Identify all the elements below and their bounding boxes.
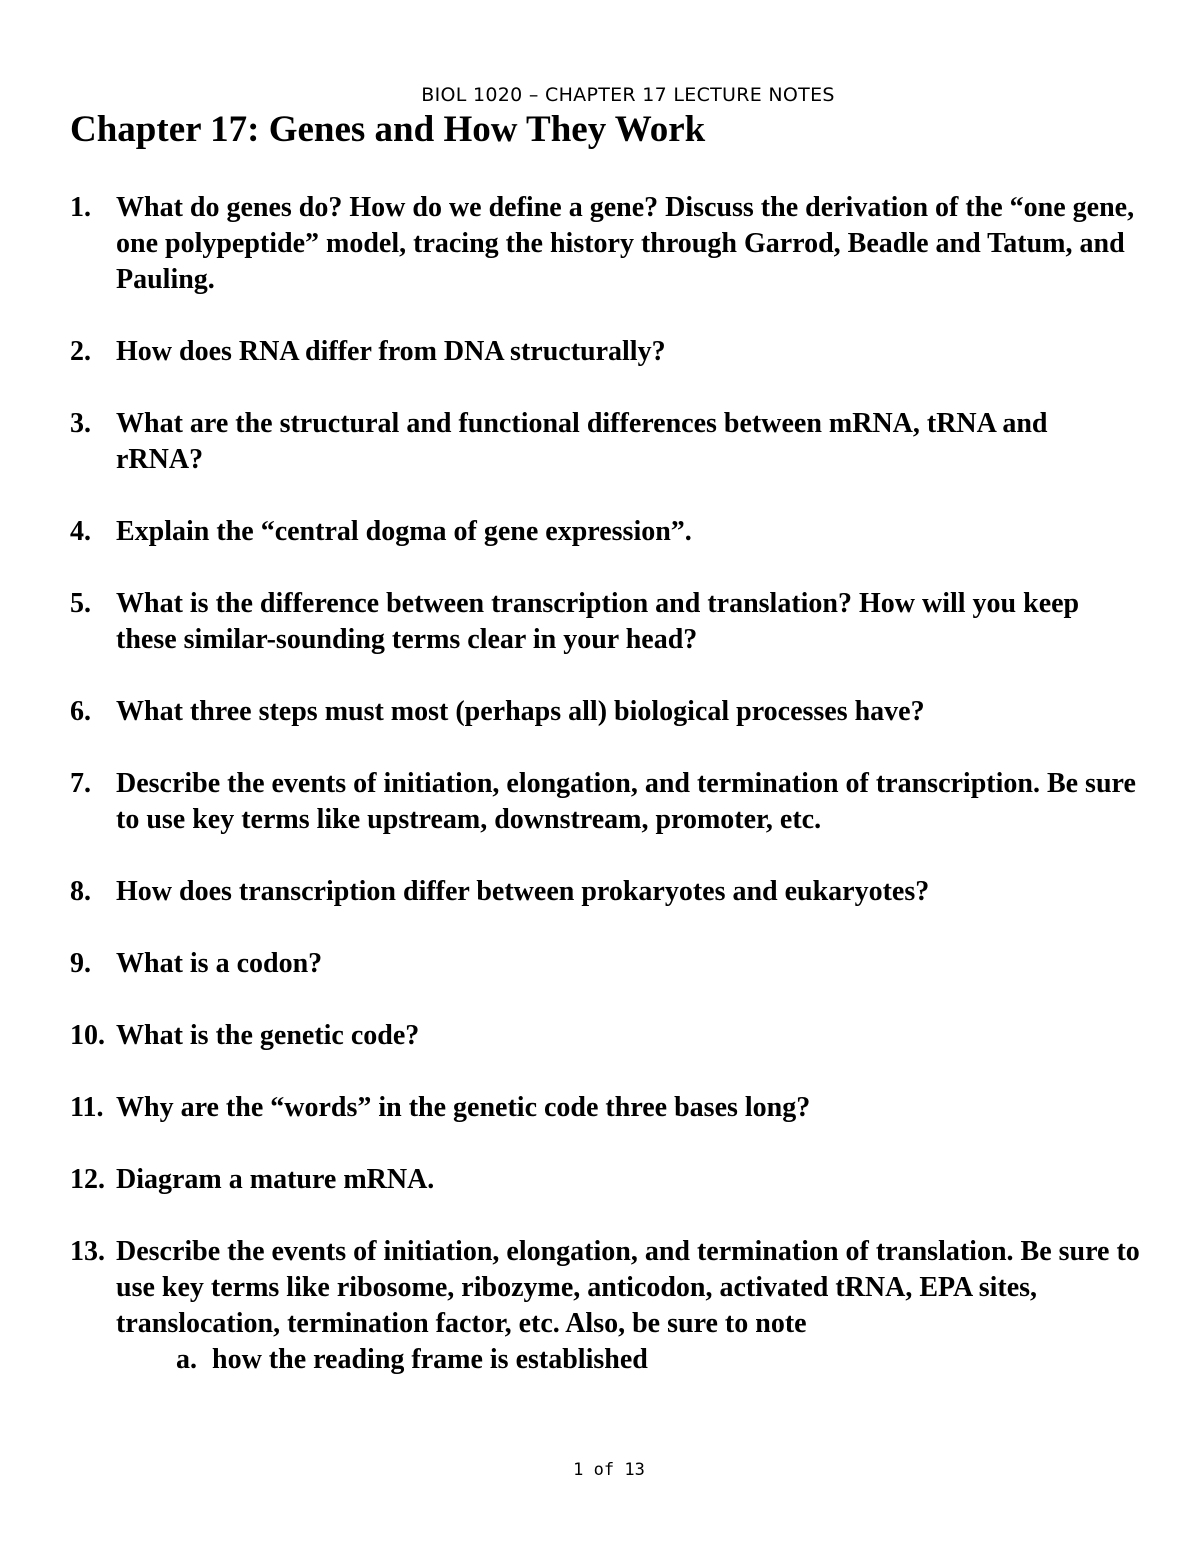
question-item [70, 1234, 1140, 1378]
question-number: 4. [70, 516, 91, 547]
question-number: 2. [70, 336, 91, 367]
question-number: 6. [70, 696, 91, 727]
question-number: 12. [70, 1164, 105, 1195]
question-item [70, 406, 1140, 478]
question-list [70, 190, 1140, 1414]
question-item [70, 190, 1140, 298]
sub-question-item [116, 1342, 1140, 1378]
question-number: 7. [70, 768, 91, 799]
question-text: Why are the “words” in the genetic code three bases long? [116, 1092, 811, 1123]
question-number: 13. [70, 1236, 105, 1267]
question-item [70, 514, 1140, 550]
question-text: What is the genetic code? [116, 1020, 420, 1051]
question-text: Describe the events of initiation, elongation, and termination of transcription. Be sure to use key terms like upstream, downstream, promoter, etc. [116, 768, 1136, 835]
sub-question-label: a. [176, 1344, 197, 1375]
question-item [70, 334, 1140, 370]
question-text: What do genes do? How do we define a gene? Discuss the derivation of the “one gene, one polypeptide” model, tracing the history through Garrod, Beadle and Tatum, and Pauling. [116, 192, 1135, 295]
question-number: 9. [70, 948, 91, 979]
sub-question-list [116, 1342, 1140, 1378]
question-text: Diagram a mature mRNA. [116, 1164, 435, 1195]
question-item [70, 694, 1140, 730]
question-number: 1. [70, 192, 91, 223]
question-text: How does RNA differ from DNA structurally? [116, 336, 666, 367]
question-number: 10. [70, 1020, 105, 1051]
question-number: 8. [70, 876, 91, 907]
sub-question-text: how the reading frame is established [212, 1344, 648, 1375]
question-item [70, 946, 1140, 982]
question-number: 3. [70, 408, 91, 439]
question-text: What three steps must most (perhaps all) biological processes have? [116, 696, 925, 727]
question-text: Explain the “central dogma of gene expression”. [116, 516, 692, 547]
question-item [70, 586, 1140, 658]
question-item [70, 766, 1140, 838]
question-item [70, 874, 1140, 910]
question-text: What is the difference between transcription and translation? How will you keep these similar-sounding terms clear in your head? [116, 588, 1080, 655]
question-text: How does transcription differ between prokaryotes and eukaryotes? [116, 876, 930, 907]
question-number: 5. [70, 588, 91, 619]
question-text: What is a codon? [116, 948, 323, 979]
question-number: 11. [70, 1092, 104, 1123]
question-text: Describe the events of initiation, elongation, and termination of translation. Be sure to use key terms like ribosome, ribozyme, anticodon, activated tRNA, EPA sites, translocation, termination factor, etc. Also, be sure to note [116, 1236, 1140, 1339]
running-header: BIOL 1020 – CHAPTER 17 LECTURE NOTES [421, 84, 835, 106]
question-item [70, 1018, 1140, 1054]
question-text: What are the structural and functional differences between mRNA, tRNA and rRNA? [116, 408, 1048, 475]
question-item [70, 1090, 1140, 1126]
question-item [70, 1162, 1140, 1198]
page-number: 1 of 13 [573, 1460, 645, 1480]
chapter-title: Chapter 17: Genes and How They Work [70, 109, 706, 150]
